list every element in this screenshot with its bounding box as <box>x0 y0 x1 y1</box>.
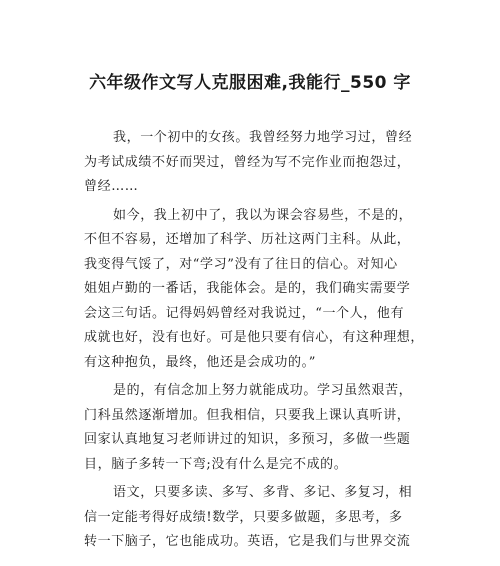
paragraph-3 <box>84 379 424 477</box>
text-line: 是的，有信念加上努力就能成功。学习虽然艰苦， <box>113 383 413 398</box>
text-line: 门科虽然逐渐增加。但我相信，只要我上课认真听讲， <box>84 407 411 423</box>
text-line: 目，脑子多转一下弯;没有什么是完不成的。 <box>84 456 348 472</box>
text-line: 曾经…… <box>84 179 139 194</box>
text-line: 转一下脑子，它也能成功。英语，它是我们与世界交流 <box>84 534 411 549</box>
text-line: 语文，只要多读、多写、多背、多记、多复习，相 <box>113 485 413 500</box>
text-line: 姐姐卢勤的一番话，我能体会。是的，我们确实需要学 <box>84 281 411 296</box>
paragraph-1 <box>84 126 424 200</box>
paragraph-4 <box>84 481 424 555</box>
text-line: 回家认真地复习老师讲过的知识，多预习，多做一些题 <box>84 432 411 447</box>
paragraph-2 <box>84 204 424 376</box>
document-title: 六年级作文写人克服困难,我能行_550 字 <box>89 73 411 93</box>
text-line: 如今，我上初中了，我以为课会容易些，不是的， <box>113 207 413 223</box>
text-line: 我变得气馁了，对“学习”没有了往日的信心。对知心 <box>84 256 398 272</box>
text-line: 不但不容易，还增加了科学、历社这两门主科。从此， <box>84 232 411 247</box>
text-line: 为考试成绩不好而哭过，曾经为写不完作业而抱怨过， <box>84 154 411 170</box>
text-line: 我，一个初中的女孩。我曾经努力地学习过，曾经 <box>113 130 413 145</box>
text-line: 会这三句话。记得妈妈曾经对我说过，“一个人，他有 <box>84 305 405 321</box>
text-line: 成就也好，没有也好。可是他只要有信心，有这种理想， <box>84 330 425 345</box>
document-body <box>84 126 424 559</box>
text-line: 有这种抱负，最终，他还是会成功的。” <box>84 354 316 370</box>
text-line: 信一定能考得好成绩!数学，只要多做题，多思考，多 <box>84 509 403 525</box>
